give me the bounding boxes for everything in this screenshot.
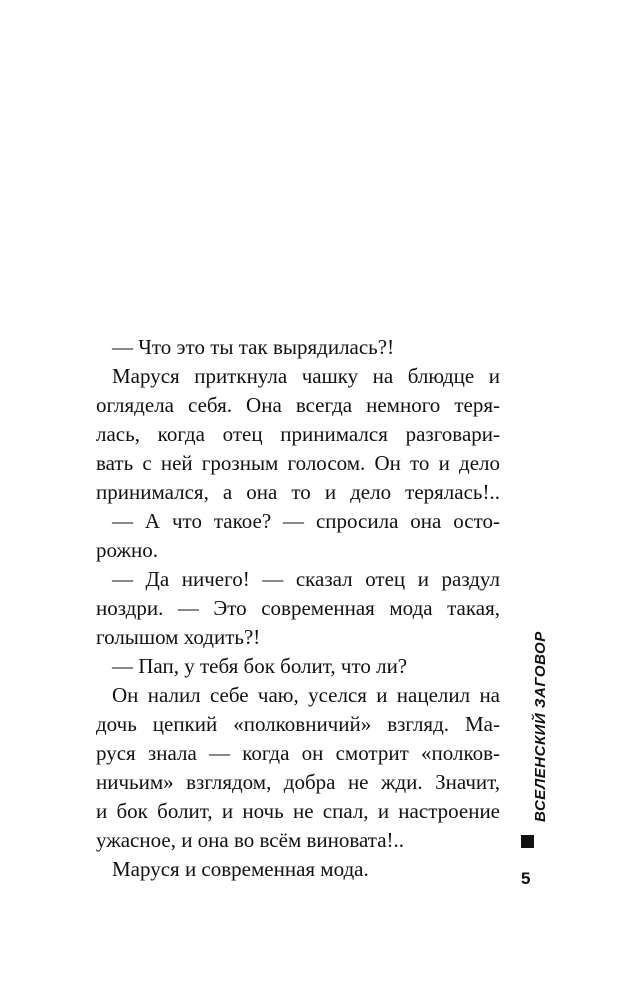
text-line: — Что это ты так вырядилась?!: [112, 335, 395, 359]
text-line: рожно.: [96, 538, 158, 562]
text-line: дочь цепкий «полковничий» взгляд. Ма-: [96, 712, 500, 736]
text-line: ужасное, и она во всём виновата!..: [96, 828, 405, 852]
text-line: — Пап, у тебя бок болит, что ли?: [112, 654, 408, 678]
text-line: Маруся и современная мода.: [112, 857, 369, 881]
text-line: ничьим» взглядом, добра не жди. Значит,: [96, 770, 500, 794]
square-marker-icon: [521, 835, 534, 848]
text-line: и бок болит, и ночь не спал, и настроение: [96, 799, 500, 823]
body-text: [96, 333, 500, 884]
text-line: лась, когда отец принимался разговари-: [96, 422, 500, 446]
text-line: — Да ничего! — сказал отец и раздул: [112, 567, 500, 591]
text-line: — А что такое? — спросила она осто-: [112, 509, 500, 533]
text-line: принимался, а она то и дело терялась!..: [96, 480, 500, 504]
text-line: голышом ходить?!: [96, 625, 261, 649]
text-line: Он налил себе чаю, уселся и нацелил на: [112, 683, 500, 707]
page-number: 5: [521, 869, 531, 888]
running-title: ВСЕЛЕНСКИЙ ЗАГОВОР: [532, 631, 549, 822]
text-line: руся знала — когда он смотрит «полков-: [96, 741, 500, 765]
text-line: оглядела себя. Она всегда немного теря-: [96, 393, 500, 417]
text-line: вать с ней грозным голосом. Он то и дело: [96, 451, 500, 475]
text-line: ноздри. — Это современная мода такая,: [96, 596, 500, 620]
text-line: Маруся приткнула чашку на блюдце и: [112, 364, 500, 388]
